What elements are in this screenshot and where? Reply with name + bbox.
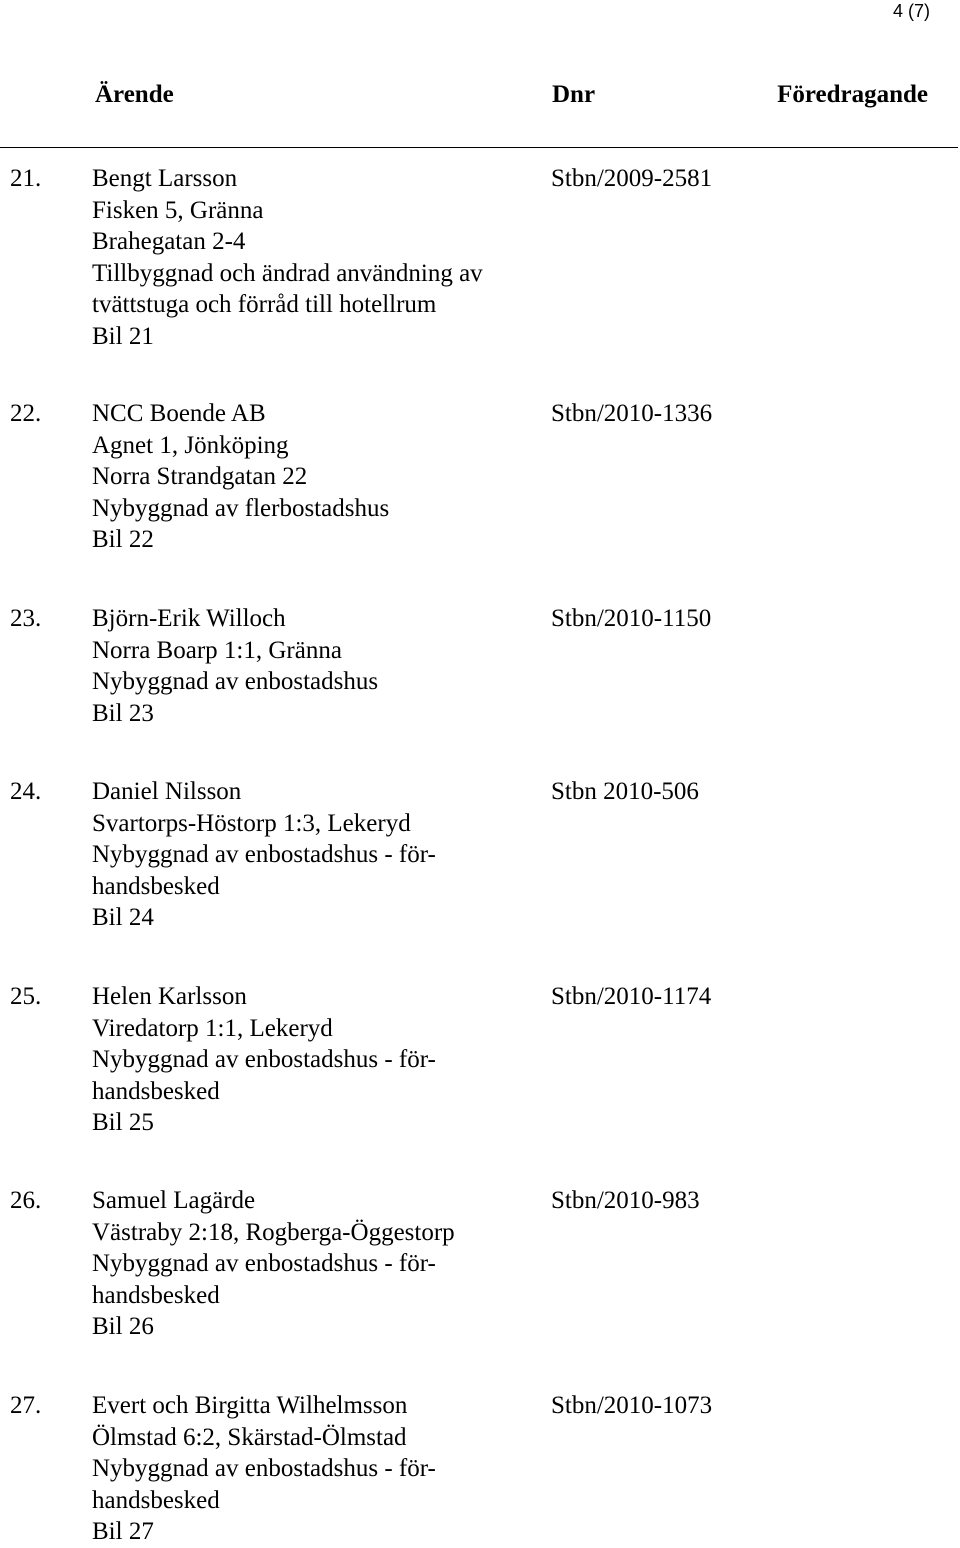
item-description-line: Bil 26: [92, 1313, 154, 1340]
item-description-line: Bil 25: [92, 1109, 154, 1136]
item-description-line: NCC Boende AB: [92, 400, 266, 427]
item-description-line: Brahegatan 2-4: [92, 228, 246, 255]
item-description-line: Daniel Nilsson: [92, 778, 242, 805]
item-description-line: Bil 21: [92, 322, 154, 350]
item-description-line: Tillbyggnad och ändrad användning av: [92, 259, 483, 287]
item-description-line: tvättstuga och förråd till hotellrum: [92, 291, 437, 318]
item-description: [92, 981, 532, 1139]
header-dnr: Dnr: [552, 81, 596, 108]
item-description: [92, 398, 532, 556]
header-foredragande: Föredragande: [777, 81, 928, 108]
item-description-line: Fisken 5, Gränna: [92, 196, 264, 224]
item-description: [92, 1390, 532, 1548]
item-description-line: handsbesked: [92, 872, 220, 900]
item-description-line: Evert och Birgitta Wilhelmsson: [92, 1392, 408, 1419]
item-description-line: Nybyggnad av enbostadshus - för-: [92, 1046, 436, 1073]
item-description-line: Svartorps-Höstorp 1:3, Lekeryd: [92, 809, 411, 837]
item-description-line: Bil 23: [92, 699, 154, 727]
item-description-line: Viredatorp 1:1, Lekeryd: [92, 1014, 333, 1042]
item-number: 23.: [10, 605, 42, 632]
item-dnr: Stbn 2010-506: [551, 778, 699, 805]
item-description-line: Västraby 2:18, Rogberga-Öggestorp: [92, 1218, 455, 1246]
item-description-line: Bengt Larsson: [92, 165, 238, 192]
item-number: 27.: [10, 1392, 42, 1419]
item-description-line: Nybyggnad av flerbostadshus: [92, 494, 390, 522]
item-description-line: handsbesked: [92, 1281, 220, 1309]
item-dnr: Stbn/2010-1150: [551, 605, 712, 632]
item-description: [92, 603, 532, 729]
table-header: [0, 78, 958, 148]
item-description-line: Nybyggnad av enbostadshus - för-: [92, 841, 436, 868]
item-description-line: Nybyggnad av enbostadshus: [92, 668, 379, 695]
item-description-line: Nybyggnad av enbostadshus - för-: [92, 1250, 436, 1277]
item-description-line: Bil 24: [92, 904, 154, 931]
item-description-line: Nybyggnad av enbostadshus - för-: [92, 1455, 436, 1482]
header-arende: Ärende: [95, 81, 174, 108]
item-number: 26.: [10, 1187, 42, 1214]
item-number: 22.: [10, 400, 42, 427]
item-number: 25.: [10, 983, 42, 1010]
item-description-line: Norra Boarp 1:1, Gränna: [92, 636, 342, 664]
item-dnr: Stbn/2010-1073: [551, 1392, 713, 1419]
item-dnr: Stbn/2010-1174: [551, 983, 712, 1010]
item-description: [92, 776, 532, 934]
item-description-line: handsbesked: [92, 1077, 220, 1105]
item-description-line: Agnet 1, Jönköping: [92, 431, 289, 459]
item-dnr: Stbn/2010-983: [551, 1187, 700, 1214]
item-dnr: Stbn/2009-2581: [551, 165, 713, 192]
item-dnr: Stbn/2010-1336: [551, 400, 713, 427]
item-description-line: Ölmstad 6:2, Skärstad-Ölmstad: [92, 1423, 407, 1451]
item-description-line: Helen Karlsson: [92, 983, 247, 1010]
item-description-line: handsbesked: [92, 1486, 220, 1514]
item-description: [92, 163, 532, 352]
item-description-line: Norra Strandgatan 22: [92, 463, 308, 490]
header-divider: [0, 147, 958, 148]
item-description-line: Bil 27: [92, 1518, 154, 1545]
item-number: 21.: [10, 165, 42, 192]
item-number: 24.: [10, 778, 42, 805]
item-description: [92, 1185, 532, 1343]
item-description-line: Björn-Erik Willoch: [92, 605, 286, 632]
item-description-line: Samuel Lagärde: [92, 1187, 256, 1214]
item-description-line: Bil 22: [92, 526, 154, 553]
page-number: 4 (7): [892, 1, 930, 21]
